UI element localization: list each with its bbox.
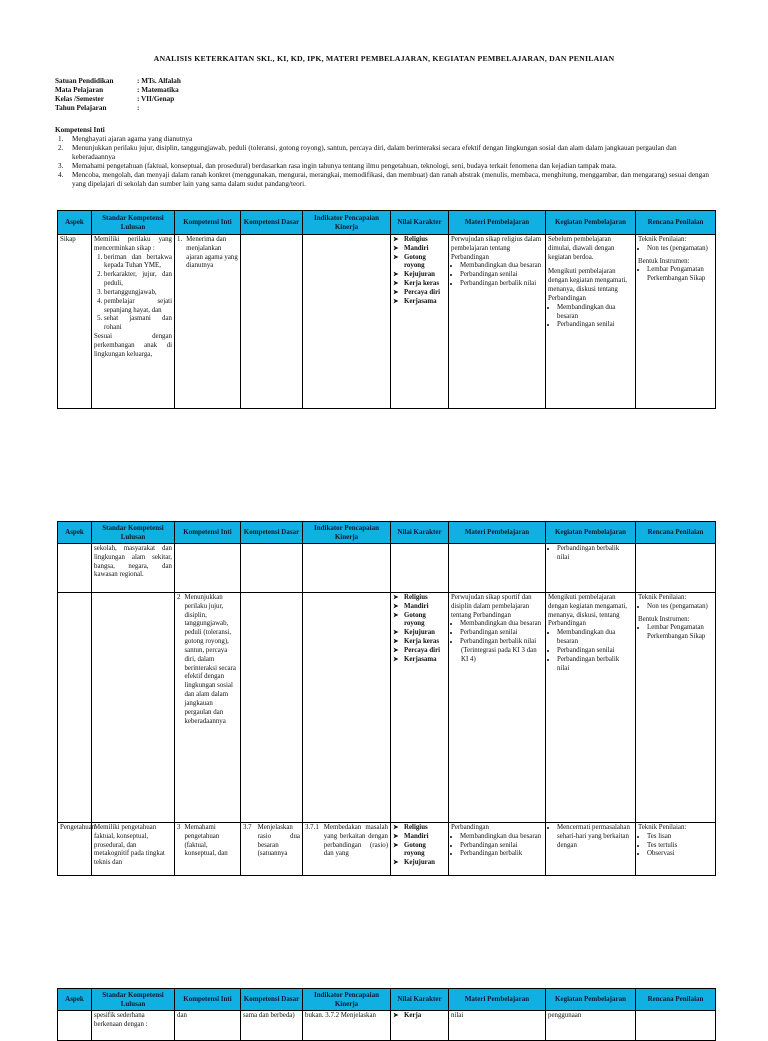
cell-nilai <box>391 593 449 823</box>
cell-materi <box>449 823 546 876</box>
list-item: • Lembar Pengamatan Perkembangan Sikap <box>647 266 713 284</box>
table-row <box>58 1011 716 1041</box>
cell-ipk: bukan. 3.7.2 Menjelaskan <box>303 1011 391 1041</box>
ki-text: Menerima dan menjalankan ajaran agama yang dianutnya <box>186 236 238 270</box>
list-item: ➤ Gotong royong <box>393 842 446 860</box>
cell-materi <box>449 593 546 823</box>
header-nilai: Nilai Karakter <box>391 522 449 544</box>
item-text: Menghayati ajaran agama yang dianutnya <box>72 135 193 143</box>
header-aspek: Aspek <box>58 522 92 544</box>
cell-kd <box>241 823 303 876</box>
cell-kd <box>241 593 303 823</box>
list-item: ➤ Mandiri <box>393 245 446 254</box>
list-item: • Perbandingan senilai <box>460 271 543 280</box>
list-item: ➤ Kejujuran <box>393 271 446 280</box>
kd-text: Menjelaskan rasio dua besaran (satuannya <box>257 824 300 858</box>
section-heading: Kompetensi Inti <box>55 126 105 134</box>
meta-value: : MTs. Alfalah <box>137 77 181 85</box>
cell-skl: sekolah, masyarakat dan lingkungan alam sekitar, bangsa, negara, dan kawasan regional. <box>92 544 175 593</box>
list-item: ➤ Mandiri <box>393 833 446 842</box>
cell-ki <box>175 593 241 823</box>
list-item: ➤ Percaya diri <box>393 289 446 298</box>
ki-number: 3 <box>177 824 181 831</box>
item-number: 1. <box>58 135 64 143</box>
cell-ipk <box>303 593 391 823</box>
meta-row <box>55 95 181 104</box>
skl-tail: Sesuai dengan perkembangan anak di lingkungan keluarga, <box>94 333 172 358</box>
page-title: ANALISIS KETERKAITAN SKL, KI, KD, IPK, MATERI PEMBELAJARAN, KEGIATAN PEMBELAJARAN, DAN PENILAIAN <box>153 54 615 63</box>
ki-number: 2 <box>177 594 181 601</box>
karakter-list <box>393 1012 446 1021</box>
rencana-teknik: Teknik Penilaian: <box>638 594 687 601</box>
cell-aspek: Sikap <box>58 235 92 409</box>
ki-list <box>55 135 715 189</box>
list-item: • Lembar Pengamatan Perkembangan Sikap <box>647 624 713 642</box>
cell-rencana <box>636 235 716 409</box>
cell-ipk <box>303 544 391 593</box>
materi-note: (Terintegrasi pada KI 3 dan KI 4) <box>461 646 537 663</box>
ipk-number: 3.7.1 <box>305 824 319 831</box>
header-ipk: Indikator Pencapaian Kinerja <box>303 522 391 544</box>
ki-text: Menunjukkan perilaku jujur, disiplin, tanggungjawab, peduli (toleransi, gotong royong), santun, percaya diri, dalam berinteraksi secara efektif dengan lingkungan sosial dan alam dalam jangkauan pergaulan dan keberadaannya <box>184 594 236 725</box>
analysis-table <box>57 521 716 876</box>
cell-ipk <box>303 235 391 409</box>
cell-aspek: Pengetahuan <box>58 823 92 876</box>
cell-materi: nilai <box>449 1011 546 1041</box>
cell-rencana <box>636 823 716 876</box>
list-item: • Membandingkan dua besaran <box>557 304 633 322</box>
list-item: • Membandingkan dua besaran <box>557 629 633 647</box>
list-item: • Perbandingan senilai <box>557 321 633 330</box>
ki-item <box>55 162 715 171</box>
header-ki: Kompetensi Inti <box>175 211 241 235</box>
ipk-entry <box>305 824 388 859</box>
item-text: Menunjukkan perilaku jujur, disiplin, tanggungjawab, peduli (toleransi, gotong royong), santun, percaya diri, dalam berinteraksi secara efektif dengan lingkungan sosial dan alam dalam jangkauan pergaulan dan keberadaannya <box>72 144 677 161</box>
ki-item <box>55 144 715 162</box>
skl-intro: Memiliki perilaku yang mencerminkan sikap : <box>94 236 172 252</box>
kompetensi-inti-section <box>55 126 715 189</box>
list-item: ➤ Mandiri <box>393 603 446 612</box>
cell-materi <box>449 544 546 593</box>
cell-nilai <box>391 235 449 409</box>
list-item: ➤ Kejujuran <box>393 629 446 638</box>
analysis-table <box>57 988 716 1041</box>
kd-entry <box>243 824 300 859</box>
header-kd: Kompetensi Dasar <box>241 522 303 544</box>
cell-kegiatan <box>546 544 636 593</box>
list-item: • Non tes (pengamatan) <box>647 245 713 254</box>
list-item: • Perbandingan berbalik nilai <box>557 656 633 674</box>
list-item: • Perbandingan berbalik nilai <box>460 638 543 647</box>
header-row <box>58 522 716 544</box>
cell-ki <box>175 823 241 876</box>
header-rencana: Rencana Penilaian <box>636 211 716 235</box>
cell-ipk <box>303 823 391 876</box>
cell-skl <box>92 235 175 409</box>
teknik-list <box>638 603 713 612</box>
list-item: ➤ Religius <box>393 824 446 833</box>
list-item: 2. berkarakter, jujur, dan peduli, <box>104 271 172 289</box>
ipk-text: Membedakan masalah yang berkaitan dengan perbandingan (rasio) dan yang <box>323 824 388 858</box>
header-rencana: Rencana Penilaian <box>636 989 716 1011</box>
header-skl: Standar Kompetensi Lulusan <box>92 211 175 235</box>
kegiatan-list <box>548 304 633 330</box>
header-kegiatan: Kegiatan Pembelajaran <box>546 211 636 235</box>
header-row <box>58 989 716 1011</box>
header-skl: Standar Kompetensi Lulusan <box>92 522 175 544</box>
materi-intro: Perbandingan <box>451 824 489 831</box>
cell-kd: sama dan berbeda) <box>241 1011 303 1041</box>
list-item: 3. bertanggungjawab, <box>104 289 172 298</box>
header-materi: Materi Pembelajaran <box>449 522 546 544</box>
list-item: 5. sehat jasmani dan rohani <box>104 315 172 333</box>
cell-skl: Memiliki pengetahuan faktual, konseptual, prosedural, dan metakognitif pada tingkat teknis dan <box>92 823 175 876</box>
rencana-teknik: Teknik Penilaian: <box>638 824 687 831</box>
rencana-teknik: Teknik Penilaian: <box>638 236 687 243</box>
header-nilai: Nilai Karakter <box>391 211 449 235</box>
table-row <box>58 235 716 409</box>
header-ki: Kompetensi Inti <box>175 989 241 1011</box>
list-item: ➤ Religius <box>393 594 446 603</box>
list-item: • Mencermati permasalahan sehari-hari yang berkaitan dengan <box>557 824 633 850</box>
header-ki: Kompetensi Inti <box>175 522 241 544</box>
list-item: • Membandingkan dua besaran <box>460 833 543 842</box>
kegiatan-intro: Mengikuti pembelajaran dengan kegiatan mengamati, menanya, diskusi, tentang Perbandingan <box>548 594 628 628</box>
materi-list <box>451 833 543 859</box>
table-row <box>58 544 716 593</box>
meta-label: Tahun Pelajaran <box>55 104 107 112</box>
cell-ki <box>175 544 241 593</box>
analysis-table <box>57 210 716 409</box>
cell-kd <box>241 235 303 409</box>
list-item: ➤ Percaya diri <box>393 647 446 656</box>
item-number: 2. <box>58 144 64 152</box>
item-number: 3. <box>58 162 64 170</box>
list-item: • Observasi <box>647 850 713 859</box>
meta-value: : VII/Genap <box>137 95 175 103</box>
ki-entry <box>177 824 238 859</box>
table-row <box>58 823 716 876</box>
cell-rencana <box>636 544 716 593</box>
header-materi: Materi Pembelajaran <box>449 989 546 1011</box>
header-aspek: Aspek <box>58 211 92 235</box>
list-item: • Membandingkan dua besaran <box>460 262 543 271</box>
cell-skl: spesifik sederhana berkenaan dengan : <box>92 1011 175 1041</box>
meta-row <box>55 104 181 113</box>
header-nilai: Nilai Karakter <box>391 989 449 1011</box>
kd-number: 3.7 <box>243 824 252 831</box>
cell-kegiatan <box>546 235 636 409</box>
header-kegiatan: Kegiatan Pembelajaran <box>546 989 636 1011</box>
cell-materi <box>449 235 546 409</box>
list-item: • Tes tertulis <box>647 842 713 851</box>
cell-skl <box>92 593 175 823</box>
cell-kegiatan <box>546 823 636 876</box>
meta-row <box>55 86 181 95</box>
cell-kd <box>241 544 303 593</box>
ki-item <box>55 135 715 144</box>
cell-aspek <box>58 1011 92 1041</box>
cell-nilai <box>391 544 449 593</box>
document-meta <box>55 77 181 113</box>
materi-list <box>451 620 543 646</box>
cell-aspek <box>58 593 92 823</box>
header-row <box>58 211 716 235</box>
ki-item <box>55 171 715 189</box>
cell-nilai <box>391 1011 449 1041</box>
list-item: • Membandingkan dua besaran <box>460 620 543 629</box>
list-item: • Tes lisan <box>647 833 713 842</box>
list-item: ➤ Gotong royong <box>393 254 446 272</box>
meta-value: : <box>137 104 140 112</box>
cell-rencana <box>636 1011 716 1041</box>
kegiatan-list <box>548 824 633 850</box>
list-item: • Perbandingan senilai <box>460 629 543 638</box>
ki-number: 1. <box>177 236 183 243</box>
list-item: • Non tes (pengamatan) <box>647 603 713 612</box>
meta-label: Satuan Pendidikan <box>55 77 114 85</box>
list-item: • Perbandingan berbalik <box>460 850 543 859</box>
list-item: ➤ Kerja keras <box>393 280 446 289</box>
meta-value: : Matematika <box>137 86 179 94</box>
header-kegiatan: Kegiatan Pembelajaran <box>546 522 636 544</box>
list-item: 1. beriman dan bertakwa kepada Tuhan YME, <box>104 254 172 272</box>
ki-entry <box>177 236 238 271</box>
header-kd: Kompetensi Dasar <box>241 989 303 1011</box>
cell-kegiatan: penggunaan <box>546 1011 636 1041</box>
meta-label: Mata Pelajaran <box>55 86 104 94</box>
list-item: • Perbandingan senilai <box>557 647 633 656</box>
header-materi: Materi Pembelajaran <box>449 211 546 235</box>
meta-label: Kelas /Semester <box>55 95 104 103</box>
karakter-list <box>393 236 446 307</box>
header-rencana: Rencana Penilaian <box>636 522 716 544</box>
cell-nilai <box>391 823 449 876</box>
karakter-list <box>393 594 446 665</box>
list-item: ➤ Kerjasama <box>393 656 446 665</box>
karakter-list <box>393 824 446 868</box>
item-number: 4. <box>58 171 64 179</box>
list-item: ➤ Kerja <box>393 1012 446 1021</box>
cell-aspek <box>58 544 92 593</box>
rencana-bentuk: Bentuk Instrumen: <box>638 257 690 265</box>
bentuk-list <box>638 266 713 284</box>
header-aspek: Aspek <box>58 989 92 1011</box>
list-item: ➤ Religius <box>393 236 446 245</box>
ki-entry <box>177 594 238 726</box>
teknik-list <box>638 245 713 254</box>
list-item: • Perbandingan berbalik nilai <box>557 545 633 563</box>
ki-text: Memahami pengetahuan (faktual, konseptual, dan <box>184 824 228 858</box>
list-item: ➤ Kerjasama <box>393 298 446 307</box>
list-item: 4. pembelajar sejati sepanjang hayat, dan <box>104 298 172 316</box>
bentuk-list <box>638 624 713 642</box>
teknik-list <box>638 833 713 859</box>
cell-kegiatan <box>546 593 636 823</box>
materi-intro: Perwujudan sikap sportif dan disiplin dalam pembelajaran tentang Perbandingan <box>451 594 532 619</box>
skl-list <box>94 254 172 333</box>
kegiatan-intro: Sebelum pembelajaran dimulai, diawali dengan kegiatan berdoa. <box>548 236 615 261</box>
materi-list <box>451 262 543 288</box>
header-kd: Kompetensi Dasar <box>241 211 303 235</box>
header-ipk: Indikator Pencapaian Kinerja <box>303 211 391 235</box>
header-ipk: Indikator Pencapaian Kinerja <box>303 989 391 1011</box>
materi-intro: Perwujudan sikap religius dalam pembelajaran tentang Perbandingan <box>451 236 542 261</box>
list-item: • Perbandingan berbalik nilai <box>460 280 543 289</box>
cell-rencana <box>636 593 716 823</box>
kegiatan-list <box>548 545 633 563</box>
list-item: • Perbandingan senilai <box>460 842 543 851</box>
list-item: ➤ Gotong royong <box>393 612 446 630</box>
rencana-bentuk: Bentuk Instrumen: <box>638 615 690 623</box>
item-text: Memahami pengetahuan (faktual, konseptual, dan prosedural) berdasarkan rasa ingin tahunya tentang ilmu pengetahuan, teknologi, seni, budaya terkait fenomena dan kejadian tampak mata. <box>72 162 617 170</box>
table-row <box>58 593 716 823</box>
list-item: ➤ Kerja keras <box>393 638 446 647</box>
cell-ki <box>175 235 241 409</box>
kegiatan-mid: Mengikuti pembelajaran dengan kegiatan mengamati, menanya, diskusi tentang Perbandingan <box>548 268 628 302</box>
item-text: Mencoba, mengolah, dan menyaji dalam ranah konkret (menggunakan, mengurai, merangkai, memodifikasi, dan membuat) dan ranah abstrak (menulis, membaca, menghitung, menggambar, dan mengarang) sesuai dengan yang dipelajari di sekolah dan sumber lain yang sama dalam sudut pandang/teori. <box>72 171 709 188</box>
meta-row <box>55 77 181 86</box>
kegiatan-list <box>548 629 633 673</box>
header-skl: Standar Kompetensi Lulusan <box>92 989 175 1011</box>
list-item: ➤ Kejujuran <box>393 859 446 868</box>
cell-ki: dan <box>175 1011 241 1041</box>
